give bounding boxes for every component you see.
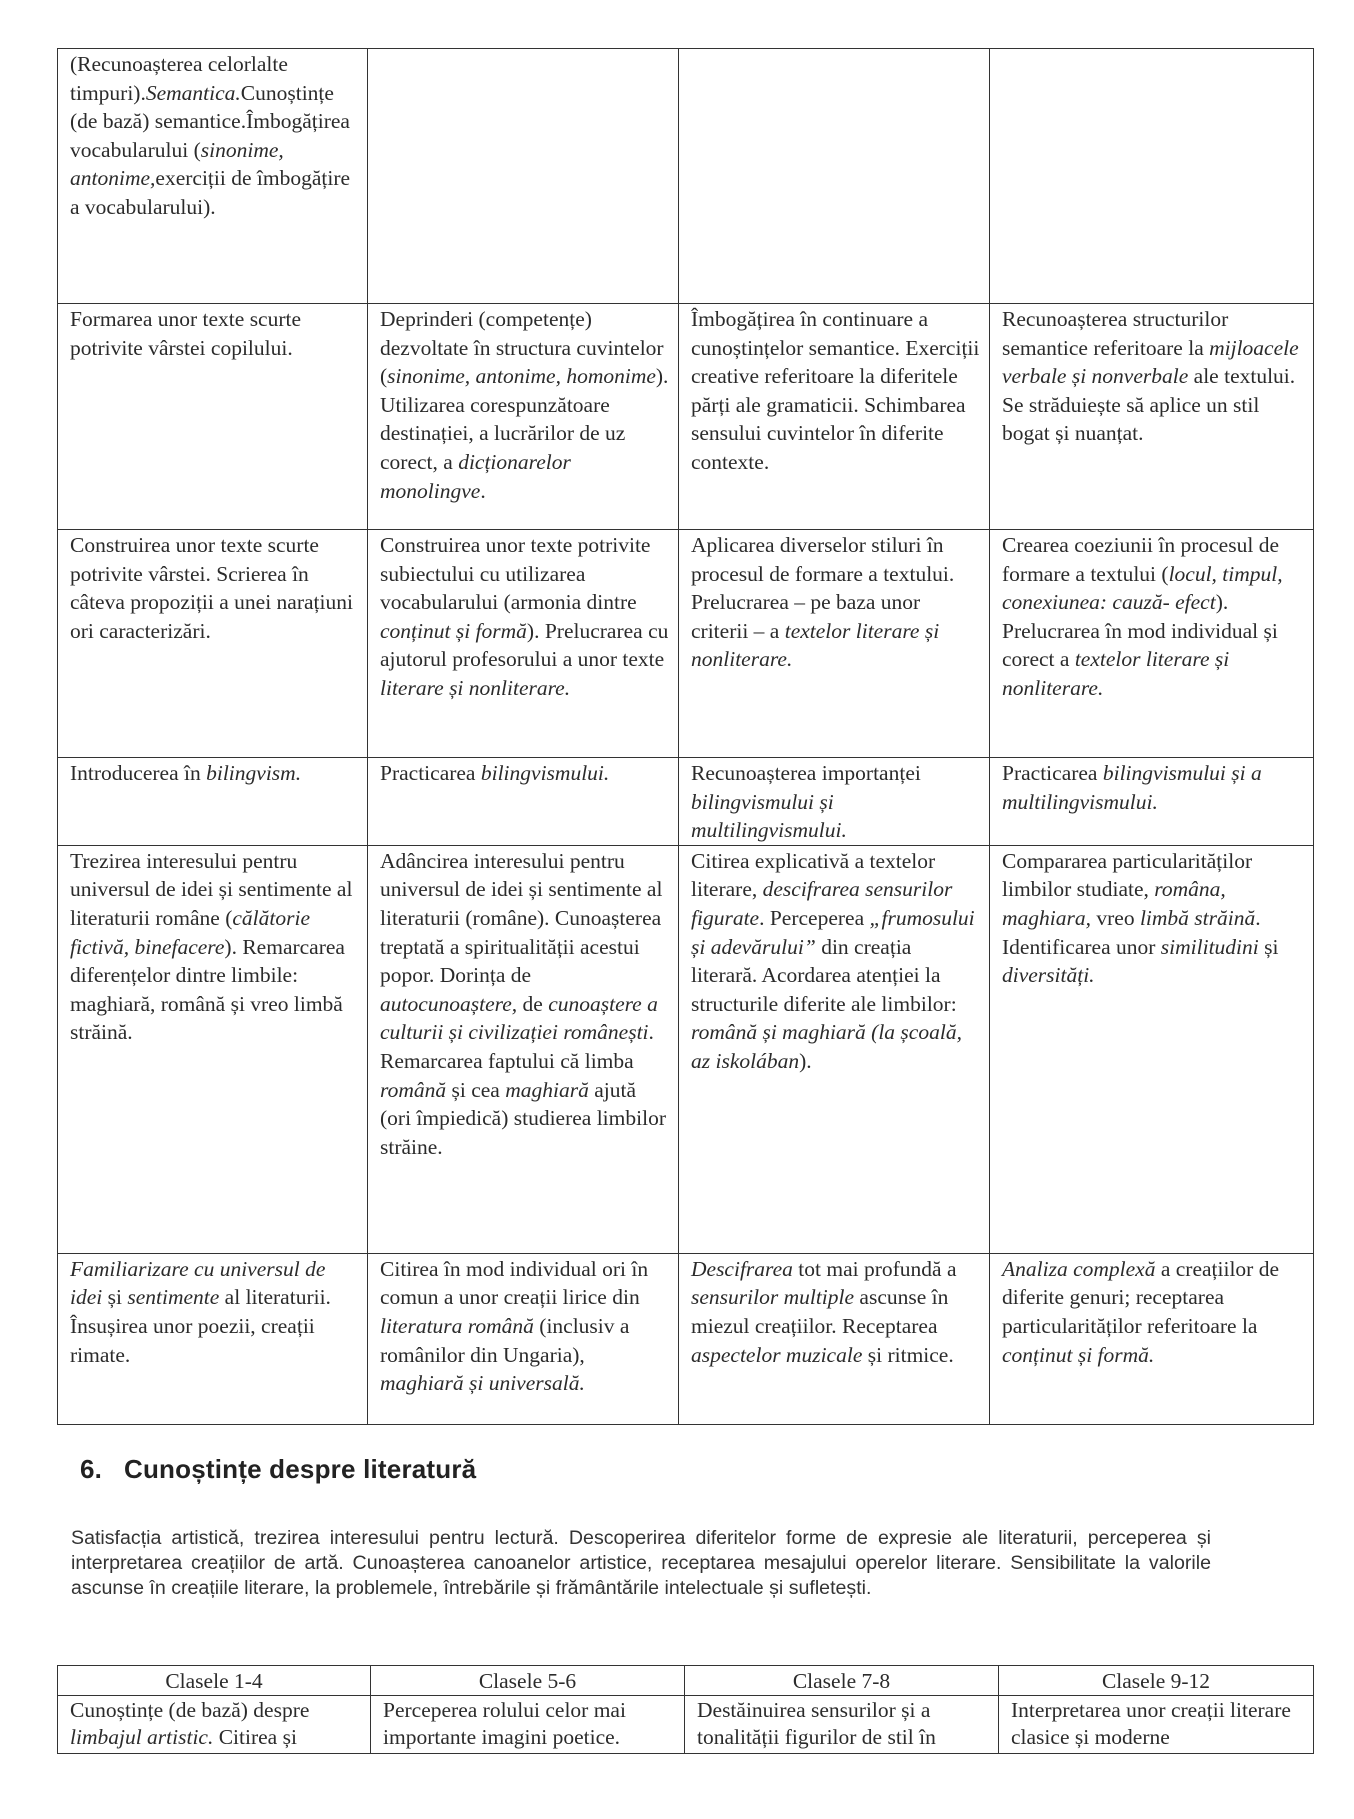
text-run: ). Prelucrarea în mod individual și corect a: [1002, 590, 1278, 672]
italic-text-run: similitudini: [1160, 934, 1259, 959]
table-cell: [990, 758, 1314, 846]
italic-text-run: literatura română: [380, 1313, 534, 1338]
column-header: Clasele 5-6: [371, 1666, 685, 1696]
italic-text-run: textelor literare și nonliterare.: [691, 618, 940, 672]
italic-text-run: călătorie fictivă, binefacere: [70, 905, 310, 959]
text-run: ascunse în miezul creațiilor. Receptarea: [691, 1285, 949, 1338]
cell-text: [1002, 1255, 1305, 1369]
italic-text-run: mijloacele verbale și nonverbale: [1002, 335, 1299, 389]
column-header: Clasele 7-8: [685, 1666, 999, 1696]
text-run: Perceperea rolului celor mai importante imagini poetice.: [383, 1698, 626, 1749]
table-header-row: [58, 1666, 1314, 1696]
italic-text-run: română și maghiară (la școală, az iskolában: [691, 1020, 962, 1073]
italic-text-run: conținut și formă: [380, 618, 527, 643]
text-run: de: [517, 991, 549, 1016]
table-cell: [368, 1253, 679, 1424]
cell-text: [380, 305, 670, 505]
table-cell: [368, 530, 679, 758]
text-run: Cunoștințe (de bază) semantice.: [70, 80, 334, 134]
cell-text: [70, 531, 359, 645]
italic-text-run: bilingvismului și multilingvismului.: [691, 789, 847, 843]
cell-text: [70, 1255, 359, 1369]
table-cell: [368, 758, 679, 846]
text-run: Îmbogățirea în continuare a cunoștințelor semantice. Exerciții creative referitoare la diferitele părți ale gramaticii. Schimbarea sensului cuvintelor în diferite contexte.: [691, 307, 980, 474]
text-run: și: [1258, 934, 1279, 959]
text-run: (Recunoașterea celorlalte timpuri).: [70, 52, 288, 105]
italic-text-run: Descifrarea: [691, 1256, 793, 1281]
text-run: Citirea și: [213, 1725, 297, 1749]
table-cell: [58, 530, 368, 758]
italic-text-run: aspectelor muzicale: [691, 1342, 863, 1367]
text-run: ). Prelucrarea cu ajutorul profesorului a unor texte: [380, 618, 669, 672]
section-intro-paragraph: Satisfacția artistică, trezirea interesului pentru lectură. Descoperirea diferitelor forme de expresie ale literaturii, perceperea și interpretarea creațiilor de artă. Cunoașterea canoanelor artistice, receptarea mesajului operelor literare. Sensibilitate la valorile ascunse în creațiile literare, la problemele, întrebările și frământările intelectuale și sufletești.: [71, 1527, 1211, 1599]
italic-text-run: maghiară: [505, 1077, 589, 1102]
table-cell: [368, 304, 679, 530]
cell-text: [691, 305, 981, 477]
text-run: din creația literară. Acordarea atenției la structurile diferite ale limbilor:: [691, 934, 957, 1016]
section-heading: [80, 1454, 476, 1485]
table-row: [58, 1253, 1314, 1424]
table-cell: [58, 1253, 368, 1424]
text-run: Introducerea în: [70, 761, 207, 785]
text-run: Citirea explicativă a textelor literare,: [691, 848, 936, 902]
italic-text-run: sentimente: [127, 1285, 220, 1310]
column-header: Clasele 1-4: [58, 1666, 371, 1696]
text-run: exerciții de îmbogățire a vocabularului).: [70, 166, 351, 219]
cell-text: [380, 531, 670, 703]
text-run: Practicarea: [1002, 761, 1103, 785]
table-cell: [58, 1696, 371, 1754]
text-run: Practicarea: [380, 761, 481, 785]
table-cell: [679, 304, 990, 530]
table1-body: [58, 49, 1314, 1425]
table-cell: [58, 758, 368, 846]
text-run: Îmbogățirea vocabularului (: [70, 109, 350, 162]
table-cell: [990, 304, 1314, 530]
table-row: [58, 845, 1314, 1253]
table-cell: [990, 1253, 1314, 1424]
cell-text: [1011, 1697, 1305, 1751]
text-run: și: [102, 1285, 128, 1310]
italic-text-run: bilingvism.: [206, 761, 302, 785]
italic-text-run: locul, timpul, conexiunea: cauză- efect: [1002, 561, 1283, 615]
cell-text: [1002, 759, 1305, 816]
italic-text-run: dicționarelor monolingve: [380, 449, 571, 503]
italic-text-run: româna, maghiara,: [1002, 877, 1226, 930]
curriculum-table-literature: [57, 1665, 1314, 1754]
cell-text: [70, 847, 359, 1047]
table-row: [58, 758, 1314, 846]
text-run: Destăinuirea sensurilor și a tonalității figurilor de stil în: [697, 1698, 936, 1749]
italic-text-run: sensurilor multiple: [691, 1285, 855, 1310]
text-run: Cunoștințe (de bază) despre: [70, 1698, 310, 1722]
cell-text: [70, 50, 359, 222]
table-cell: [990, 49, 1314, 304]
cell-text: [1002, 531, 1305, 703]
text-run: Crearea coeziunii în procesul de formare a textului (: [1002, 533, 1279, 586]
text-run: Adâncirea interesului pentru universul de idei și sentimente al literaturii (române). Cunoașterea treptată a spiritualității acestui popor. Dorința de: [380, 848, 663, 988]
italic-text-run: Semantica.: [145, 80, 241, 105]
cell-text: [1002, 305, 1305, 448]
text-run: al literaturii. Însușirea unor poezii, creații rimate.: [70, 1285, 331, 1367]
table-cell: [679, 530, 990, 758]
italic-text-run: limbă străină: [1139, 905, 1256, 930]
text-run: și cea: [446, 1077, 506, 1102]
table-cell: [368, 49, 679, 304]
text-run: Formarea unor texte scurte potrivite vârstei copilului.: [70, 307, 302, 360]
table-cell: [371, 1696, 685, 1754]
text-run: . Remarcarea faptului că limba: [380, 1020, 654, 1073]
text-run: . Perceperea: [759, 905, 870, 930]
table-row: [58, 1696, 1314, 1754]
text-run: Interpretarea unor creații literare clasice și moderne: [1011, 1698, 1291, 1749]
table-cell: [58, 845, 368, 1253]
italic-text-run: sinonime, antonime,: [70, 137, 284, 191]
text-run: a creațiilor de diferite genuri; receptarea particularităților referitoare la: [1002, 1256, 1280, 1338]
table-row: [58, 530, 1314, 758]
table-cell: [679, 1253, 990, 1424]
text-run: Construirea unor texte scurte potrivite vârstei. Scrierea în câteva propoziții a unei narațiuni ori caracterizări.: [70, 533, 353, 643]
italic-text-run: maghiară și universală.: [380, 1371, 585, 1396]
table-cell: [685, 1696, 999, 1754]
text-run: Compararea particularităților limbilor studiate,: [1002, 848, 1253, 902]
table-cell: [679, 758, 990, 846]
text-run: ).: [799, 1048, 812, 1073]
column-header: Clasele 9-12: [999, 1666, 1314, 1696]
cell-text: [691, 847, 981, 1076]
italic-text-run: „frumosului și adevărului”: [691, 905, 975, 959]
text-run: tot mai profundă a: [792, 1256, 957, 1281]
table-cell: [990, 845, 1314, 1253]
text-run: și ritmice.: [862, 1342, 954, 1367]
cell-text: [383, 1697, 676, 1751]
table-cell: [58, 49, 368, 304]
cell-text: [691, 531, 981, 674]
text-run: ). Remarcarea diferențelor dintre limbile: maghiară, română și vreo limbă străină.: [70, 934, 345, 1045]
italic-text-run: Familiarizare cu universul de idei: [70, 1256, 326, 1310]
cell-text: [70, 1697, 362, 1751]
cell-text: [1002, 847, 1305, 990]
cell-text: [380, 847, 670, 1162]
cell-text: [380, 759, 670, 788]
text-run: Deprinderi (competențe) dezvoltate în structura cuvintelor (: [380, 307, 664, 389]
section-number: 6.: [80, 1454, 103, 1484]
text-run: Trezirea interesului pentru universul de idei și sentimente al literaturii române (: [70, 848, 353, 930]
cell-text: [691, 1255, 981, 1369]
table-cell: [368, 845, 679, 1253]
italic-text-run: română: [380, 1077, 447, 1102]
table-cell: [679, 845, 990, 1253]
text-run: . Identificarea unor: [1002, 905, 1261, 959]
italic-text-run: autocunoaștere,: [380, 991, 518, 1016]
italic-text-run: literare și nonliterare.: [380, 675, 571, 700]
text-run: vreo: [1091, 905, 1140, 930]
cell-text: [691, 759, 981, 845]
cell-text: [697, 1697, 990, 1751]
cell-text: [380, 1255, 670, 1398]
table-cell: [679, 49, 990, 304]
italic-text-run: bilingvismului.: [480, 761, 610, 785]
text-run: Aplicarea diverselor stiluri în procesul de formare a textului. Prelucrarea – pe baza unor criterii – a: [691, 533, 955, 643]
italic-text-run: diversități.: [1002, 963, 1095, 988]
text-run: ajută (ori împiedică) studierea limbilor străine.: [380, 1077, 666, 1159]
italic-text-run: textelor literare și nonliterare.: [1002, 647, 1230, 700]
italic-text-run: bilingvismului și a multilingvismului.: [1002, 761, 1262, 814]
text-run: ). Utilizarea corespunzătoare destinației, a lucrărilor de uz corect, a: [380, 364, 669, 474]
curriculum-table-language: [57, 48, 1314, 1425]
table-cell: [990, 530, 1314, 758]
italic-text-run: Analiza complexă: [1002, 1256, 1156, 1281]
text-run: .: [480, 478, 486, 503]
italic-text-run: cunoaștere a culturii și civilizației românești: [380, 991, 658, 1045]
cell-text: [70, 759, 359, 788]
italic-text-run: descifrarea sensurilor figurate: [691, 877, 953, 930]
text-run: Recunoașterea structurilor semantice referitoare la: [1002, 307, 1229, 360]
text-run: (inclusiv a românilor din Ungaria),: [380, 1313, 630, 1367]
text-run: Construirea unor texte potrivite subiectului cu utilizarea vocabularului (armonia dintre: [380, 533, 651, 615]
italic-text-run: limbajul artistic.: [70, 1725, 214, 1749]
text-run: ale textului. Se străduiește să aplice un stil bogat și nuanțat.: [1002, 364, 1296, 446]
text-run: Recunoașterea importanței: [691, 761, 921, 785]
italic-text-run: sinonime, antonime, homonime: [387, 364, 656, 389]
cell-text: [70, 305, 359, 362]
table-cell: [999, 1696, 1314, 1754]
italic-text-run: conținut și formă.: [1002, 1342, 1155, 1367]
table-row: [58, 49, 1314, 304]
table-row: [58, 304, 1314, 530]
section-title: Cunoștințe despre literatură: [124, 1454, 477, 1484]
text-run: Citirea în mod individual ori în comun a unor creații lirice din: [380, 1256, 649, 1310]
table-cell: [58, 304, 368, 530]
